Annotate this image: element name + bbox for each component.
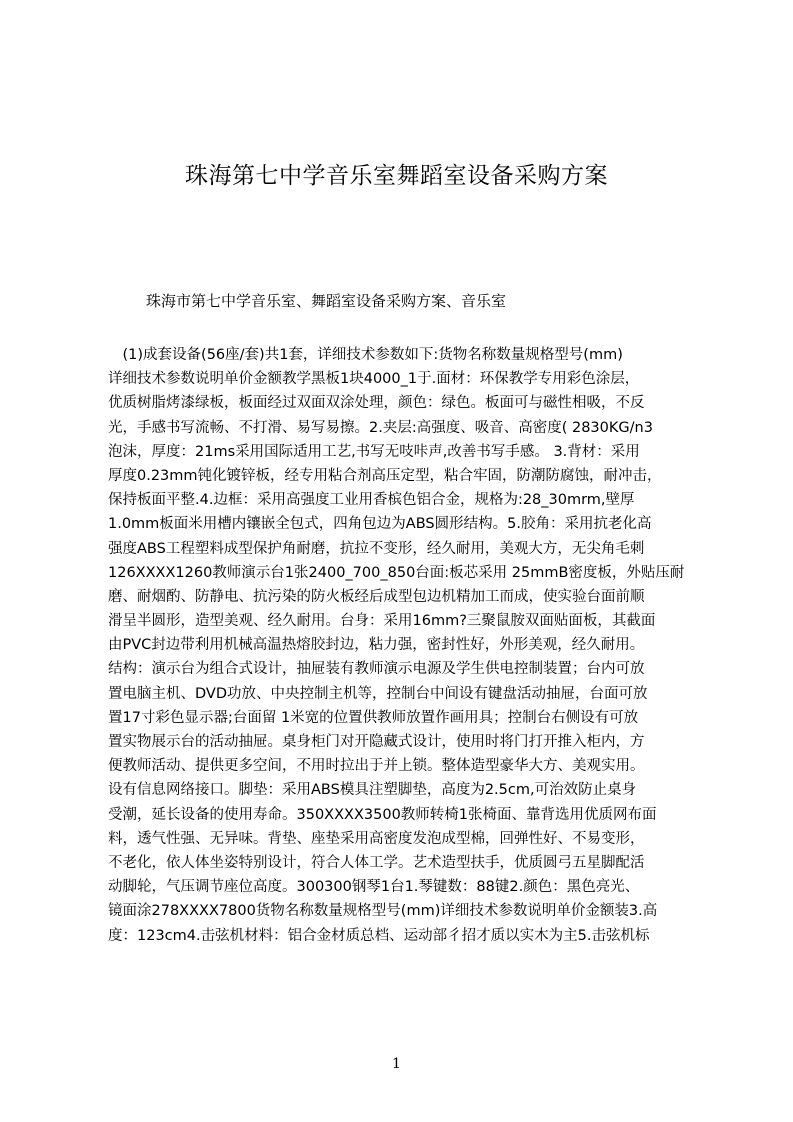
body-line: 由PVC封边带利用机械高温热熔胶封边，粘力强，密封性好，外形美观，经久耐用。 <box>108 637 645 654</box>
document-subtitle: 珠海市第七中学音乐室、舞蹈室设备采购方案、音乐室 <box>146 292 507 310</box>
body-line: 料，透气性强、无异味。背垫、座垫采用高密度发泡成型棉，回弹性好、不易变形， <box>108 830 645 847</box>
body-line: 置电脑主机、DVD功放、中央控制主机等，控制台中间设有键盘活动抽屉，台面可放 <box>108 685 648 702</box>
body-line: 便教师活动、提供更多空间，不用时拉出于并上锁。整体造型豪华大方、美观实用。 <box>108 758 645 775</box>
body-line: 光，手感书写流畅、不打滑、易写易擦。2.夹层:高强度、吸音、高密度( 2830KG/n3 <box>108 419 653 436</box>
body-line: 结构：演示台为组合式设计，抽屉装有教师演示电源及学生供电控制装置；台内可放 <box>108 661 645 678</box>
body-line: 滑呈半圆形，造型美观、经久耐用。台身：采用16mm?三聚鼠胺双面贴面板，其截面 <box>108 613 656 630</box>
body-line: 详细技术参数说明单价金额教学黑板1块4000_1于.面材：环保教学专用彩色涂层， <box>108 371 640 388</box>
body-line: 度：123cm4.击弦机材料：铝合金材质总档、运动部彳招才质以实木为主5.击弦机标 <box>108 927 650 944</box>
body-line: 强度ABS工程塑料成型保护角耐磨，抗拉不变形，经久耐用，美观大方，无尖角毛刺 <box>108 540 645 557</box>
body-line: 镜面涂278XXXX7800货物名称数量规格型号(mm)详细技术参数说明单价金额装3.高 <box>108 903 658 920</box>
body-line: 泡沫，厚度：21ms采用国际适用工艺,书写无吱咔声,改善书写手感。 3.背材：采用 <box>108 443 640 460</box>
body-line: 1.0mm板面米用槽内镶嵌全包式，四角包边为ABS圆形结构。5.胶角：采用抗老化高 <box>108 516 652 533</box>
body-line: (1)成套设备(56座/套)共1套，详细技术参数如下:货物名称数量规格型号(mm) <box>108 347 623 363</box>
body-line: 厚度0.23mm钝化镀锌板，经专用粘合剂高压定型，粘合牢固，防潮防腐蚀，耐冲击， <box>108 467 662 484</box>
body-text <box>108 343 698 1023</box>
body-line: 置17寸彩色显示器;台面留 1米宽的位置供教师放置作画用具；控制台右侧设有可放 <box>108 709 639 726</box>
page-number: 1 <box>392 1056 401 1072</box>
body-line: 设有信息网络接口。脚垫：采用ABS模具注塑脚垫，高度为2.5cm,可治效防止桌身 <box>108 782 637 799</box>
body-line: 置实物展示台的活动抽屉。桌身柜门对开隐藏式设计，使用时将门打开推入柜内，方 <box>108 734 645 750</box>
body-line: 优质树脂烤漆绿板，板面经过双面双涂处理，颜色：绿色。板面可与磁性相吸，不反 <box>108 395 645 412</box>
body-line: 动脚轮，气压调节座位高度。300300钢琴1台1.琴键数：88键2.颜色：黑色亮光、 <box>108 879 640 896</box>
body-line: 126XXXX1260教师演示台1张2400_700_850台面:板芯采用 25mmB密度板，外贴压耐 <box>108 564 685 581</box>
body-line: 受潮，延长设备的使用寿命。350XXXX3500教师转椅1张椅面、靠背选用优质网布面 <box>108 806 657 823</box>
document-title: 珠海第七中学音乐室舞蹈室设备采购方案 <box>185 163 608 190</box>
body-line: 磨、耐烟酌、防静电、抗污染的防火板经后成型包边机精加工而成，使实验台面前顺 <box>108 588 645 605</box>
body-line: 不老化，依人体坐姿特别设计，符合人体工学。艺术造型扶手，优质圆弓五星脚配活 <box>108 854 645 871</box>
body-line: 保持板面平整.4.边框：采用高强度工业用香槟色铝合金，规格为:28_30mrm,壁厚 <box>108 492 635 509</box>
